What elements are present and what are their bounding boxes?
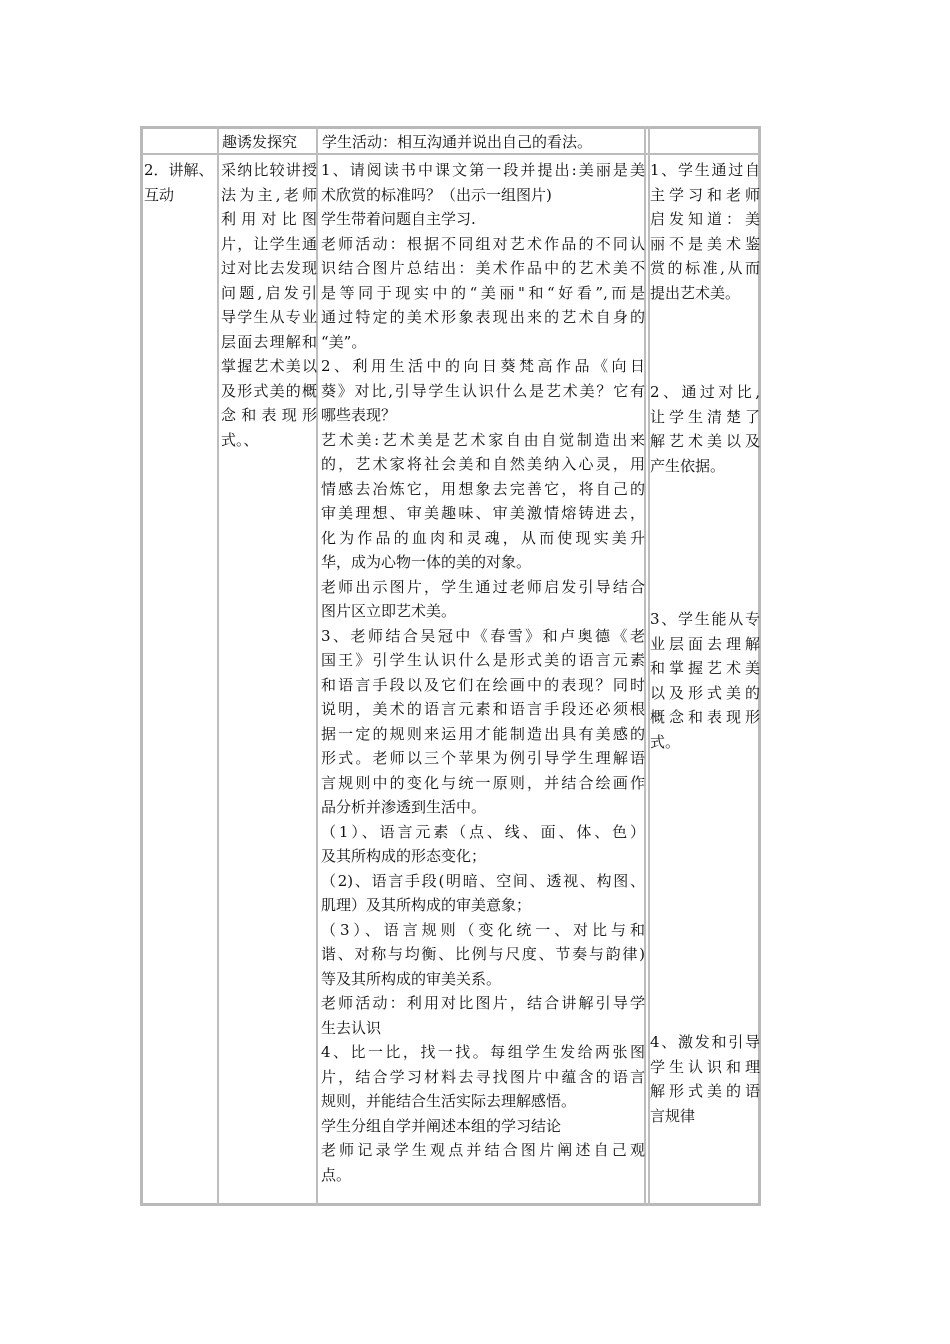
text-line: 等及其所构成的审美关系。	[321, 969, 502, 988]
text-line: 和语言手段以及它们在绘画中的表现？同时	[321, 675, 645, 694]
text-line: 启发知道：美	[650, 210, 760, 228]
text-line: （2)、语言手段(明暗、空间、透视、构图、	[321, 871, 645, 890]
text-line: 情感去冶炼它，用想象去完善它，将自己的	[321, 479, 645, 498]
text-line: 业层面去理解	[650, 634, 760, 653]
text-line: 通过特定的美术形象表现出来的艺术自身的	[321, 308, 645, 326]
text-line: 老师记录学生观点并结合图片阐述自己观	[321, 1141, 645, 1159]
text-line: 术欣赏的标准吗？（出示一组图片)	[321, 185, 552, 204]
row2-col4-block-3	[650, 607, 760, 754]
text-line: 老师活动：根据不同组对艺术作品的不同认	[321, 234, 645, 253]
text-line: 法为主,老师	[221, 185, 317, 204]
text-line: 哪些表现？	[321, 406, 397, 424]
text-line: 化为作品的血肉和灵魂，从而使现实美升	[321, 528, 645, 547]
text-line: 1、学生通过自	[650, 161, 760, 179]
text-line: 艺术美:艺术美是艺术家自由自觉制造出来	[321, 430, 645, 449]
text-line: 学生带着问题自主学习.	[321, 210, 476, 228]
text-line: 2、通过对比,	[650, 383, 760, 401]
text-line: 导学生从专业	[221, 308, 317, 326]
text-line: 概念和表现形	[650, 708, 760, 726]
text-line: 式。、	[221, 430, 259, 449]
text-line: 4、激发和引导	[650, 1033, 760, 1051]
text-line: 掌握艺术美以	[221, 357, 317, 375]
text-line: 华，成为心物一体的美的对象。	[321, 553, 532, 571]
text-line: 据一定的规则来运用才能制造出具有美感的	[321, 724, 645, 743]
text-line: 品分析并渗透到生活中。	[321, 798, 487, 816]
text-line: 国王》引学生认识什么是形式美的语言元素	[321, 651, 645, 669]
text-line: 互动	[144, 185, 175, 204]
text-line: 提出艺术美。	[650, 283, 741, 302]
row2-col4-block-2	[650, 380, 760, 478]
text-line: 学生认识和理	[650, 1057, 760, 1076]
row2-col3-cell	[321, 158, 645, 1187]
text-line: 丽不是美术鉴	[650, 234, 760, 253]
text-line: 及形式美的概	[221, 381, 317, 400]
text-line: 及其所构成的形态变化；	[321, 847, 487, 865]
text-line: 形式。老师以三个苹果为例引导学生理解语	[321, 749, 645, 767]
row1-col2-cell: 趣诱发探究	[222, 133, 298, 151]
text-line: 采纳比较讲授	[221, 161, 317, 179]
text-line: 说明，美术的语言元素和语言手段还必须根	[321, 700, 645, 718]
row2-col4-block-4	[650, 1030, 760, 1128]
text-line: 1、请阅读书中课文第一段并提出:美丽是美	[321, 161, 645, 179]
column-divider	[217, 126, 219, 1206]
text-line: 谐、对称与均衡、比例与尺度、节奏与韵律)	[321, 945, 645, 963]
text-line: 老师活动：利用对比图片，结合讲解引导学	[321, 994, 645, 1012]
text-line: 让学生清楚了	[650, 407, 760, 426]
text-line: 片，让学生通	[221, 234, 317, 253]
text-line: “美”。	[321, 332, 367, 351]
text-line: 3、老师结合吴冠中《春雪》和卢奥德《老	[321, 626, 645, 645]
text-line: 2．讲解、	[144, 161, 214, 179]
text-line: 产生依据。	[650, 456, 726, 475]
text-line: 2、利用生活中的向日葵梵高作品《向日	[321, 357, 645, 375]
text-line: 葵》对比,引导学生认识什么是艺术美？它有	[321, 381, 645, 400]
text-line: 识结合图片总结出：美术作品中的艺术美不	[321, 259, 645, 277]
row2-col4-block-1	[650, 158, 760, 305]
row2-col2-cell	[221, 158, 317, 452]
text-line: 式。	[650, 732, 681, 751]
row2-col1-cell	[144, 158, 214, 207]
text-line: （3）、语言规则（变化统一、对比与和	[321, 920, 645, 939]
text-line: 言规律	[650, 1106, 696, 1125]
text-line: 利用对比图	[221, 210, 317, 228]
text-line: 3、学生能从专	[650, 610, 760, 628]
row1-col3-cell: 学生活动：相互沟通并说出自己的看法。	[322, 133, 593, 151]
text-line: 图片区立即艺术美。	[321, 602, 457, 620]
text-line: 肌理）及其所构成的审美意象；	[321, 896, 532, 914]
text-line: 学生分组自学并阐述本组的学习结论	[321, 1116, 562, 1135]
text-line: 言规则中的变化与统一原则，并结合绘画作	[321, 773, 645, 792]
text-line: 和掌握艺术美	[650, 659, 760, 677]
text-line: （1）、语言元素（点、线、面、体、色）	[321, 822, 645, 841]
text-line: 是等同于现实中的“美丽"和“好看”,而是	[321, 283, 645, 302]
text-line: 念和表现形	[221, 406, 317, 424]
text-line: 赏的标准,从而	[650, 259, 760, 277]
text-line: 的，艺术家将社会美和自然美纳入心灵，用	[321, 455, 645, 473]
text-line: 老师出示图片，学生通过老师启发引导结合	[321, 577, 645, 596]
text-line: 主学习和老师	[650, 185, 760, 204]
text-line: 以及形式美的	[650, 683, 760, 702]
text-line: 过对比去发现	[221, 259, 317, 277]
text-line: 规则，并能结合生活实际去理解感悟。	[321, 1092, 577, 1110]
text-line: 4、比一比，找一找。每组学生发给两张图	[321, 1043, 645, 1061]
text-line: 层面去理解和	[221, 332, 317, 351]
text-line: 问题,启发引	[221, 283, 317, 302]
text-line: 生去认识	[321, 1018, 382, 1037]
text-line: 片，结合学习材料去寻找图片中蕴含的语言	[321, 1067, 645, 1086]
text-line: 审美理想、审美趣味、审美激情熔铸进去，	[321, 504, 645, 522]
text-line: 解艺术美以及	[650, 432, 760, 450]
text-line: 点。	[321, 1165, 352, 1184]
text-line: 解形式美的语	[650, 1082, 760, 1100]
